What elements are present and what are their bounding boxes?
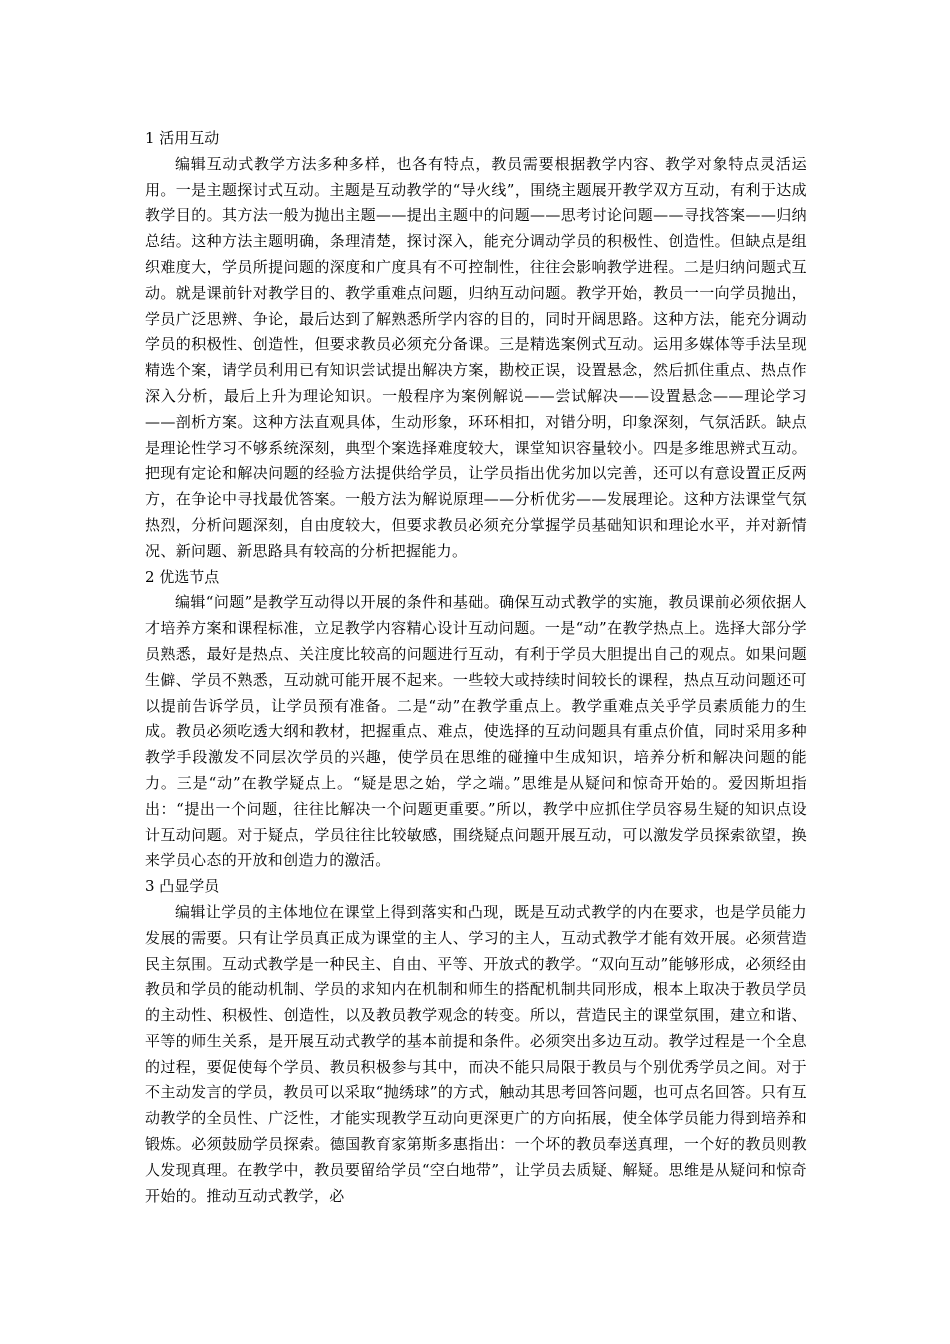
section-paragraph-3: 编辑让学员的主体地位在课堂上得到落实和凸现，既是互动式教学的内在要求，也是学员能力发展的需要。只有让学员真正成为课堂的主人、学习的主人，互动式教学才能有效开展。必须营造民主氛围。互动式教学是一种民主、自由、平等、开放式的教学。“双向互动”能够形成，必须经由教员和学员的能动机制、学员的求知内在机制和师生的搭配机制共同形成，根本上取决于教员学员的主动性、积极性、创造性，以及教员教学观念的转变。所以，营造民主的课堂氛围，建立和谐、平等的师生关系，是开展互动式教学的基本前提和条件。必须突出多边互动。教学过程是一个全息的过程，要促使每个学员、教员积极参与其中，而决不能只局限于教员与个别优秀学员之间。对于不主动发言的学员，教员可以采取“抛绣球”的方式，触动其思考回答问题，也可点名回答。只有互动教学的全员性、广泛性，才能实现教学互动向更深更广的方向拓展，使全体学员能力得到培养和锻炼。必须鼓励学员探索。德国教育家第斯多惠指出：一个坏的教员奉送真理，一个好的教员则教人发现真理。在教学中，教员要留给学员“空白地带”，让学员去质疑、解疑。思维是从疑问和惊奇开始的。推动互动式教学，必: [145, 902, 807, 1205]
document-page: [145, 126, 807, 1209]
section-paragraph-1: 编辑互动式教学方法多种多样，也各有特点，教员需要根据教学内容、教学对象特点灵活运用。一是主题探讨式互动。主题是互动教学的“导火线”，围绕主题展开教学双方互动，有利于达成教学目的。其方法一般为抛出主题——提出主题中的问题——思考讨论问题——寻找答案——归纳总结。这种方法主题明确，条理清楚，探讨深入，能充分调动学员的积极性、创造性。但缺点是组织难度大，学员所提问题的深度和广度具有不可控制性，往往会影响教学进程。二是归纳问题式互动。就是课前针对教学目的、教学重难点问题，归纳互动问题。教学开始，教员一一向学员抛出，学员广泛思辨、争论，最后达到了解熟悉所学内容的目的，同时开阔思路。这种方法，能充分调动学员的积极性、创造性，但要求教员必须充分备课。三是精选案例式互动。运用多媒体等手法呈现精选个案，请学员利用已有知识尝试提出解决方案，勘校正误，设置悬念，然后抓住重点、热点作深入分析，最后上升为理论知识。一般程序为案例解说——尝试解决——设置悬念——理论学习——剖析方案。这种方法直观具体，生动形象，环环相扣，对错分明，印象深刻，气氛活跃。缺点是理论性学习不够系统深刻，典型个案选择难度较大，课堂知识容量较小。四是多维思辨式互动。把现有定论和解决问题的经验方法提供给学员，让学员指出优劣加以完善，还可以有意设置正反两方，在争论中寻找最优答案。一般方法为解说原理——分析优劣——发展理论。这种方法课堂气氛热烈，分析问题深刻，自由度较大，但要求教员必须充分掌握学员基础知识和理论水平，并对新情况、新问题、新思路具有较高的分析把握能力。: [145, 154, 807, 560]
section-heading-1: 1 活用互动: [145, 129, 220, 147]
section-paragraph-2: 编辑“问题”是教学互动得以开展的条件和基础。确保互动式教学的实施，教员课前必须依据人才培养方案和课程标准，立足教学内容精心设计互动问题。一是“动”在教学热点上。选择大部分学员熟悉，最好是热点、关注度比较高的问题进行互动，有利于学员大胆提出自己的观点。如果问题生僻、学员不熟悉，互动就可能开展不起来。一些较大或持续时间较长的课程，热点互动问题还可以提前告诉学员，让学员预有准备。二是“动”在教学重点上。教学重难点关乎学员素质能力的生成。教员必须吃透大纲和教材，把握重点、难点，使选择的互动问题具有重点价值，同时采用多种教学手段激发不同层次学员的兴趣，使学员在思维的碰撞中生成知识，培养分析和解决问题的能力。三是“动”在教学疑点上。“疑是思之始，学之端。”思维是从疑问和惊奇开始的。爱因斯坦指出：“提出一个问题，往往比解决一个问题更重要。”所以，教学中应抓住学员容易生疑的知识点设计互动问题。对于疑点，学员往往比较敏感，围绕疑点问题开展互动，可以激发学员探索欲望，换来学员心态的开放和创造力的激活。: [145, 593, 807, 870]
section-heading-2: 2 优选节点: [145, 567, 220, 586]
section-heading-3: 3 凸显学员: [145, 877, 220, 896]
